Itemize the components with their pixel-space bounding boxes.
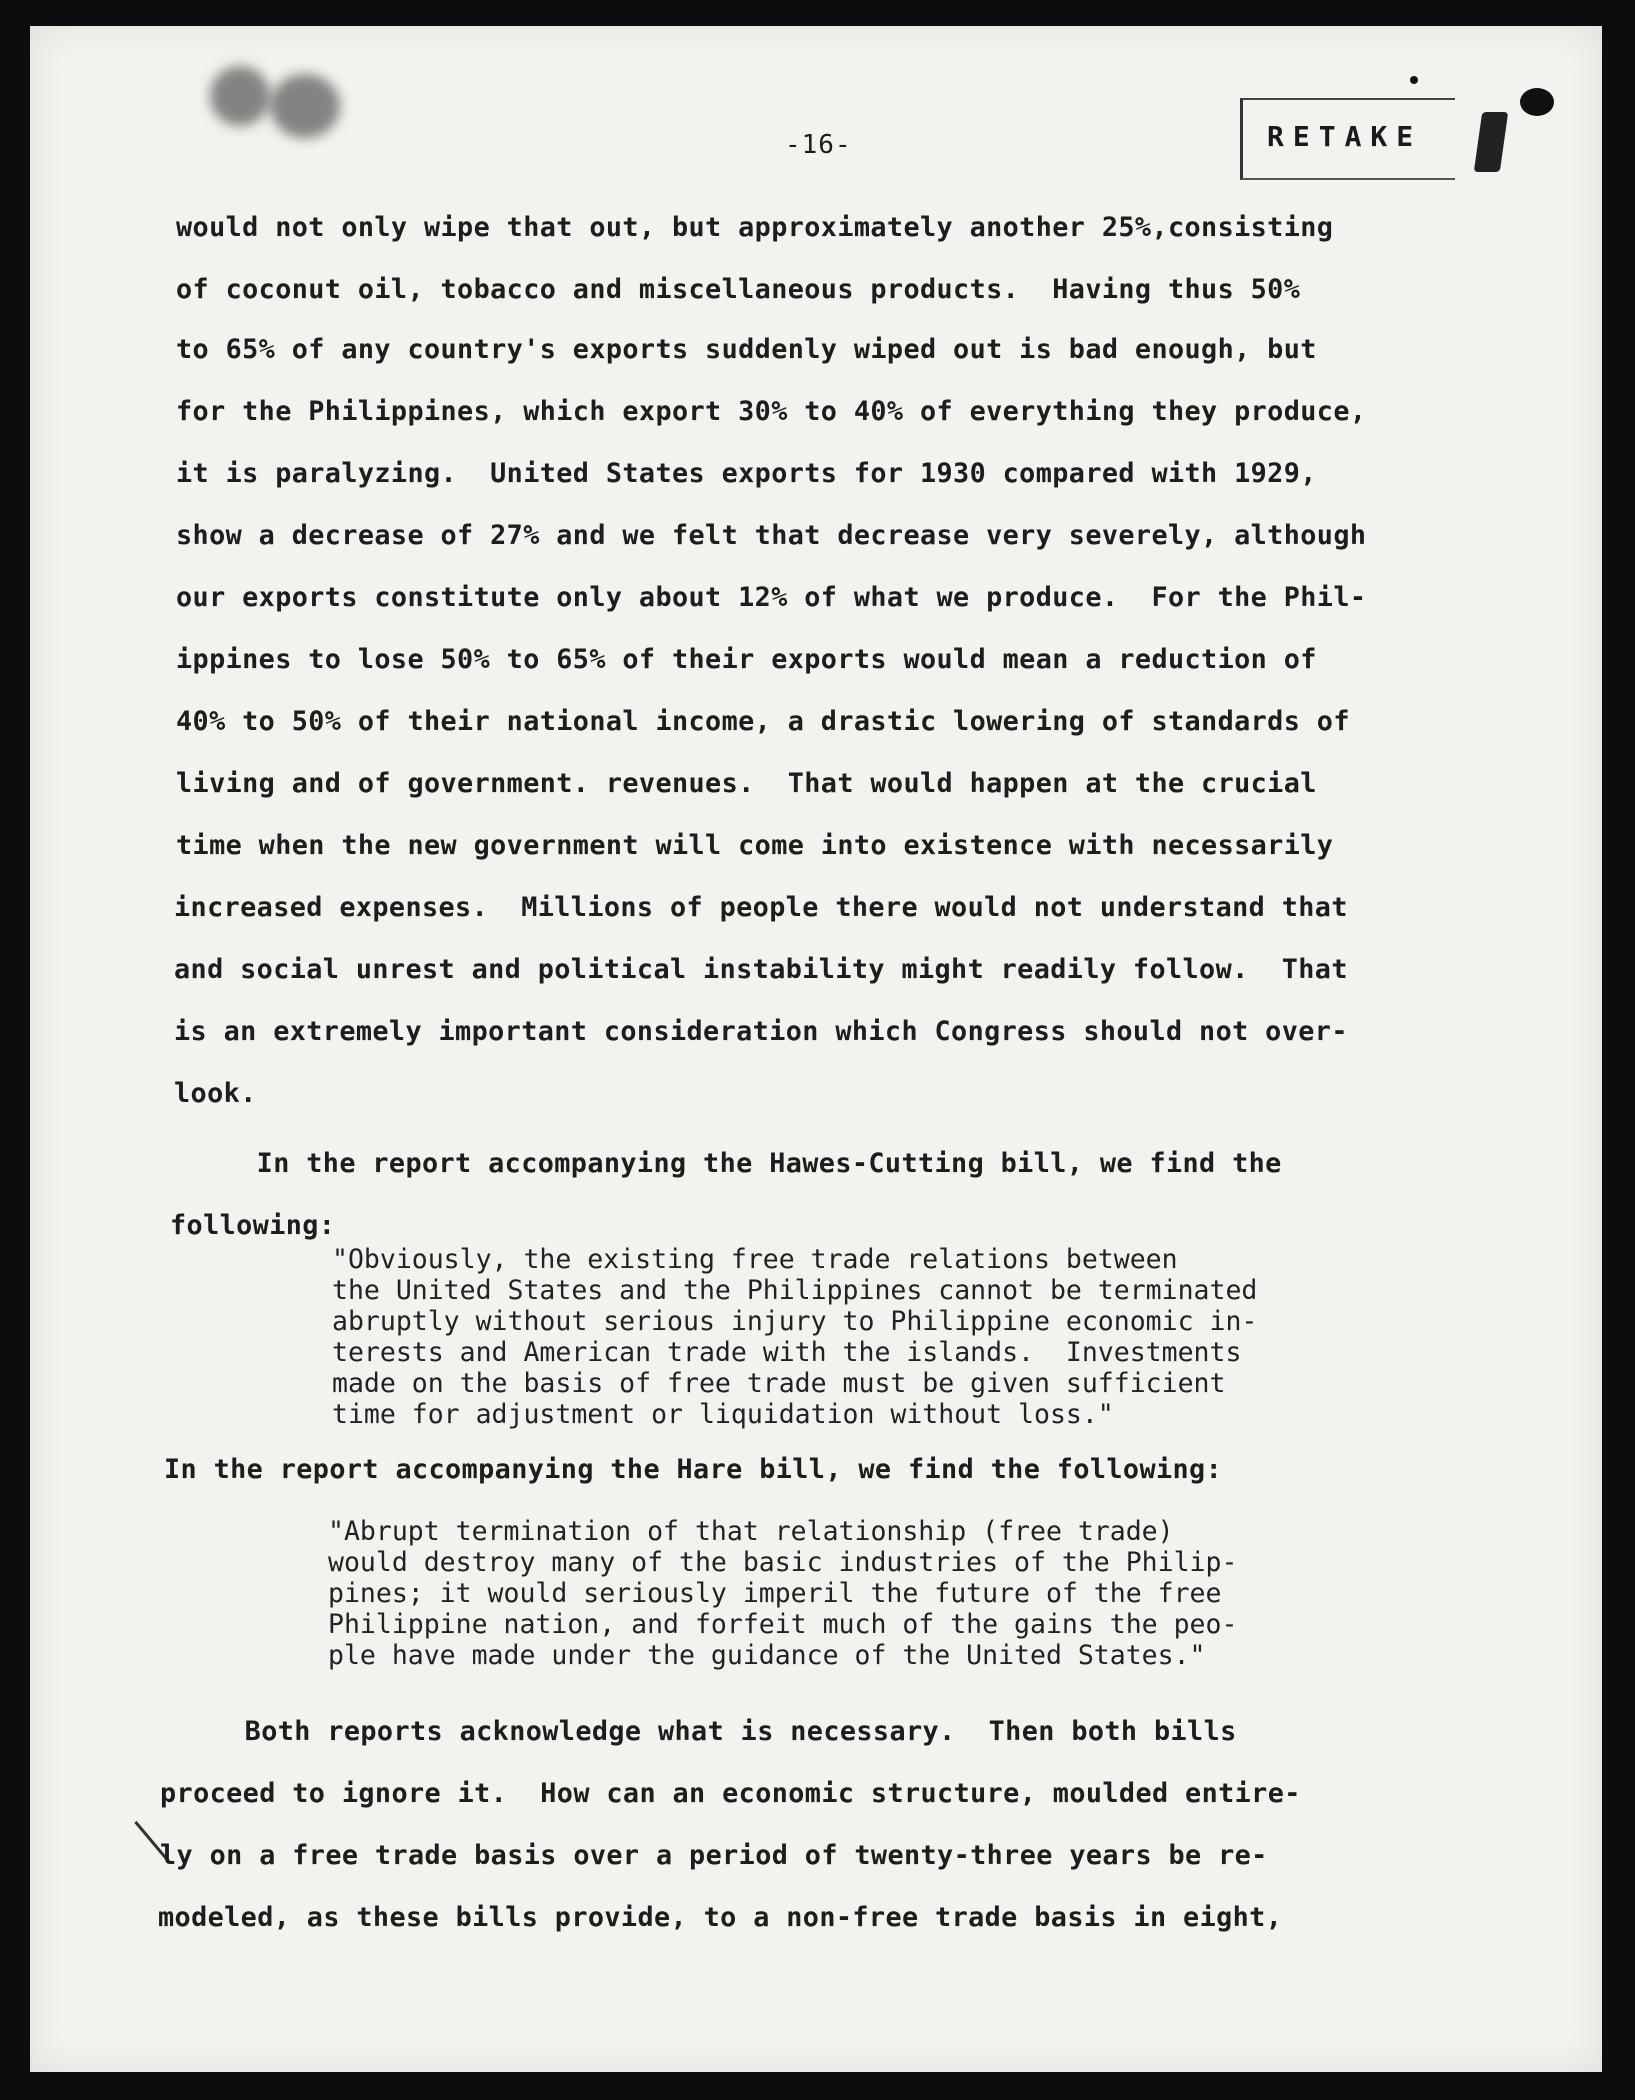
body-line: 40% to 50% of their national income, a drastic lowering of standards of xyxy=(176,706,1350,737)
body-line: and social unrest and political instability might readily follow. That xyxy=(174,954,1348,985)
body-line: In the report accompanying the Hawes-Cutting bill, we find the xyxy=(174,1148,1282,1179)
quote-line: terests and American trade with the islands. Investments xyxy=(332,1337,1242,1368)
quote-line: time for adjustment or liquidation without loss." xyxy=(332,1399,1114,1430)
quote-line: made on the basis of free trade must be given sufficient xyxy=(332,1368,1226,1399)
body-line: following: xyxy=(170,1210,336,1241)
retake-stamp xyxy=(1240,98,1455,180)
quote-line: Philippine nation, and forfeit much of the gains the peo- xyxy=(328,1609,1238,1640)
body-line: would not only wipe that out, but approximately another 25%,consisting xyxy=(176,212,1334,243)
page-number: -16- xyxy=(785,130,852,160)
body-line: to 65% of any country's exports suddenly wiped out is bad enough, but xyxy=(176,334,1317,365)
body-line: for the Philippines, which export 30% to 40% of everything they produce, xyxy=(176,396,1367,427)
quote-line: "Abrupt termination of that relationship (free trade) xyxy=(328,1516,1174,1547)
quote-line: would destroy many of the basic industries of the Philip- xyxy=(328,1547,1238,1578)
ink-speck xyxy=(1410,76,1418,84)
ink-speck xyxy=(1520,88,1554,116)
body-line: look. xyxy=(174,1078,257,1109)
body-line: increased expenses. Millions of people there would not understand that xyxy=(174,892,1348,923)
body-line: In the report accompanying the Hare bill, we find the following: xyxy=(164,1454,1223,1485)
body-line: ippines to lose 50% to 65% of their exports would mean a reduction of xyxy=(176,644,1317,675)
quote-line: the United States and the Philippines cannot be terminated xyxy=(332,1275,1258,1306)
body-line: living and of government. revenues. That would happen at the crucial xyxy=(176,768,1317,799)
quote-line: abruptly without serious injury to Philippine economic in- xyxy=(332,1306,1258,1337)
stamp-mark xyxy=(1474,112,1508,172)
quote-line: pines; it would seriously imperil the future of the free xyxy=(328,1578,1222,1609)
body-line: time when the new government will come into existence with necessarily xyxy=(176,830,1334,861)
body-line: our exports constitute only about 12% of what we produce. For the Phil- xyxy=(176,582,1367,613)
retake-stamp-text: RETAKE xyxy=(1267,120,1423,153)
quote-line: ple have made under the guidance of the United States." xyxy=(328,1640,1206,1671)
body-line: modeled, as these bills provide, to a non-free trade basis in eight, xyxy=(158,1902,1283,1933)
body-line: is an extremely important consideration which Congress should not over- xyxy=(174,1016,1348,1047)
body-line: it is paralyzing. United States exports for 1930 compared with 1929, xyxy=(176,458,1317,489)
body-line: proceed to ignore it. How can an economic structure, moulded entire- xyxy=(160,1778,1301,1809)
body-line: of coconut oil, tobacco and miscellaneous products. Having thus 50% xyxy=(176,274,1301,305)
document-page xyxy=(30,26,1602,2072)
body-line: show a decrease of 27% and we felt that decrease very severely, although xyxy=(176,520,1367,551)
quote-line: "Obviously, the existing free trade relations between xyxy=(332,1244,1178,1275)
ink-smudge xyxy=(210,66,270,126)
ink-smudge xyxy=(270,74,340,138)
body-line: Both reports acknowledge what is necessary. Then both bills xyxy=(162,1716,1237,1747)
body-line: ly on a free trade basis over a period of twenty-three years be re- xyxy=(160,1840,1268,1871)
